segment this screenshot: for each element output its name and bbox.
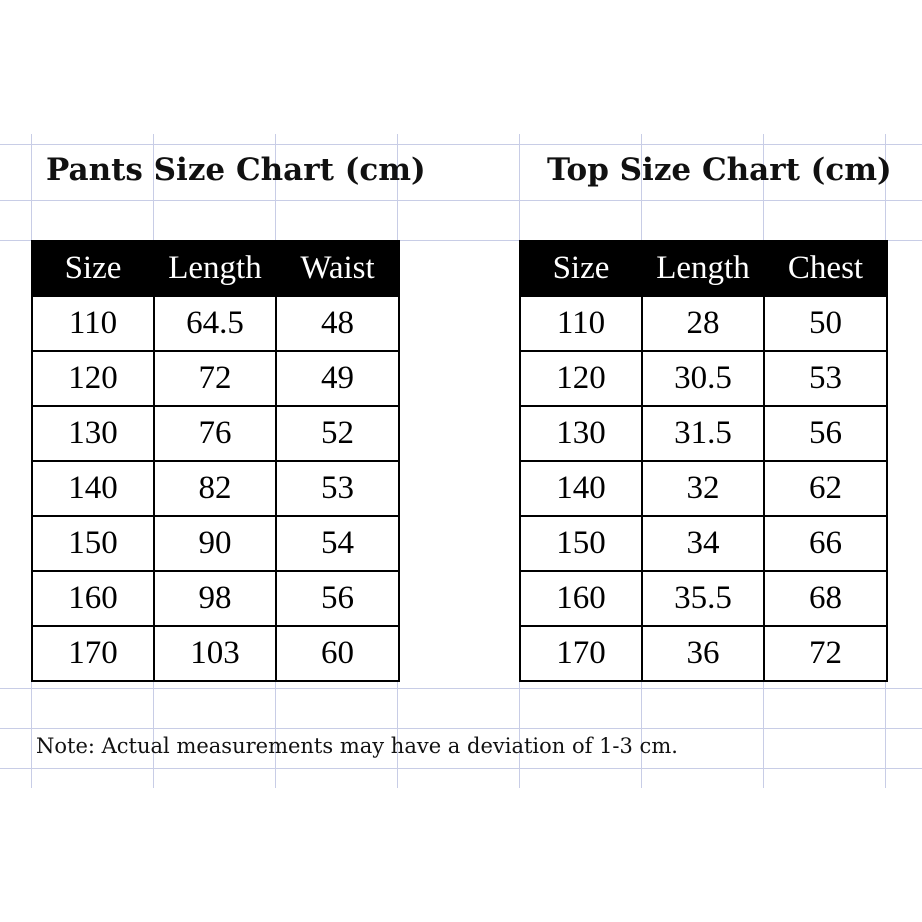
top-chest-cell: 50: [764, 296, 887, 351]
pants-length-cell: 72: [154, 351, 276, 406]
table-row: [32, 296, 399, 351]
pants-size-cell: 130: [32, 406, 154, 461]
pants-header-size: Size: [32, 241, 154, 296]
top-size-cell: 110: [520, 296, 642, 351]
top-size-cell: 170: [520, 626, 642, 681]
pants-length-cell: 82: [154, 461, 276, 516]
gridline-horizontal: [0, 144, 922, 145]
pants-waist-cell: 48: [276, 296, 399, 351]
top-length-cell: 28: [642, 296, 764, 351]
pants-size-cell: 120: [32, 351, 154, 406]
top-size-cell: 120: [520, 351, 642, 406]
top-length-cell: 30.5: [642, 351, 764, 406]
top-chest-cell: 68: [764, 571, 887, 626]
top-length-cell: 36: [642, 626, 764, 681]
pants-chart-title: Pants Size Chart (cm): [46, 152, 426, 188]
table-row: [520, 626, 887, 681]
pants-header-waist: Waist: [276, 241, 399, 296]
top-size-cell: 160: [520, 571, 642, 626]
table-row: [520, 351, 887, 406]
table-row: [32, 516, 399, 571]
pants-size-cell: 160: [32, 571, 154, 626]
pants-header-row: [32, 241, 399, 296]
pants-size-cell: 170: [32, 626, 154, 681]
pants-size-cell: 110: [32, 296, 154, 351]
top-chest-cell: 72: [764, 626, 887, 681]
pants-length-cell: 76: [154, 406, 276, 461]
pants-length-cell: 90: [154, 516, 276, 571]
pants-waist-cell: 49: [276, 351, 399, 406]
gridline-horizontal: [0, 728, 922, 729]
top-size-table: [519, 240, 888, 682]
table-row: [32, 626, 399, 681]
pants-waist-cell: 52: [276, 406, 399, 461]
measurement-note: Note: Actual measurements may have a deviation of 1-3 cm.: [36, 734, 678, 758]
top-chest-cell: 62: [764, 461, 887, 516]
top-header-length: Length: [642, 241, 764, 296]
top-header-size: Size: [520, 241, 642, 296]
top-length-cell: 34: [642, 516, 764, 571]
top-chest-cell: 53: [764, 351, 887, 406]
top-length-cell: 31.5: [642, 406, 764, 461]
table-row: [520, 406, 887, 461]
pants-waist-cell: 60: [276, 626, 399, 681]
pants-size-cell: 140: [32, 461, 154, 516]
table-row: [520, 461, 887, 516]
gridline-horizontal: [0, 768, 922, 769]
table-row: [32, 351, 399, 406]
gridline-horizontal: [0, 688, 922, 689]
table-row: [32, 406, 399, 461]
table-row: [520, 296, 887, 351]
top-header-chest: Chest: [764, 241, 887, 296]
pants-size-table: [31, 240, 400, 682]
pants-waist-cell: 56: [276, 571, 399, 626]
table-row: [520, 571, 887, 626]
top-chart-title: Top Size Chart (cm): [547, 152, 892, 188]
table-row: [32, 571, 399, 626]
pants-waist-cell: 53: [276, 461, 399, 516]
top-header-row: [520, 241, 887, 296]
top-chest-cell: 66: [764, 516, 887, 571]
gridline-horizontal: [0, 200, 922, 201]
pants-length-cell: 103: [154, 626, 276, 681]
top-length-cell: 32: [642, 461, 764, 516]
pants-size-cell: 150: [32, 516, 154, 571]
pants-length-cell: 64.5: [154, 296, 276, 351]
top-chest-cell: 56: [764, 406, 887, 461]
top-size-cell: 150: [520, 516, 642, 571]
pants-header-length: Length: [154, 241, 276, 296]
pants-length-cell: 98: [154, 571, 276, 626]
top-size-cell: 130: [520, 406, 642, 461]
table-row: [520, 516, 887, 571]
pants-waist-cell: 54: [276, 516, 399, 571]
top-length-cell: 35.5: [642, 571, 764, 626]
table-row: [32, 461, 399, 516]
top-size-cell: 140: [520, 461, 642, 516]
